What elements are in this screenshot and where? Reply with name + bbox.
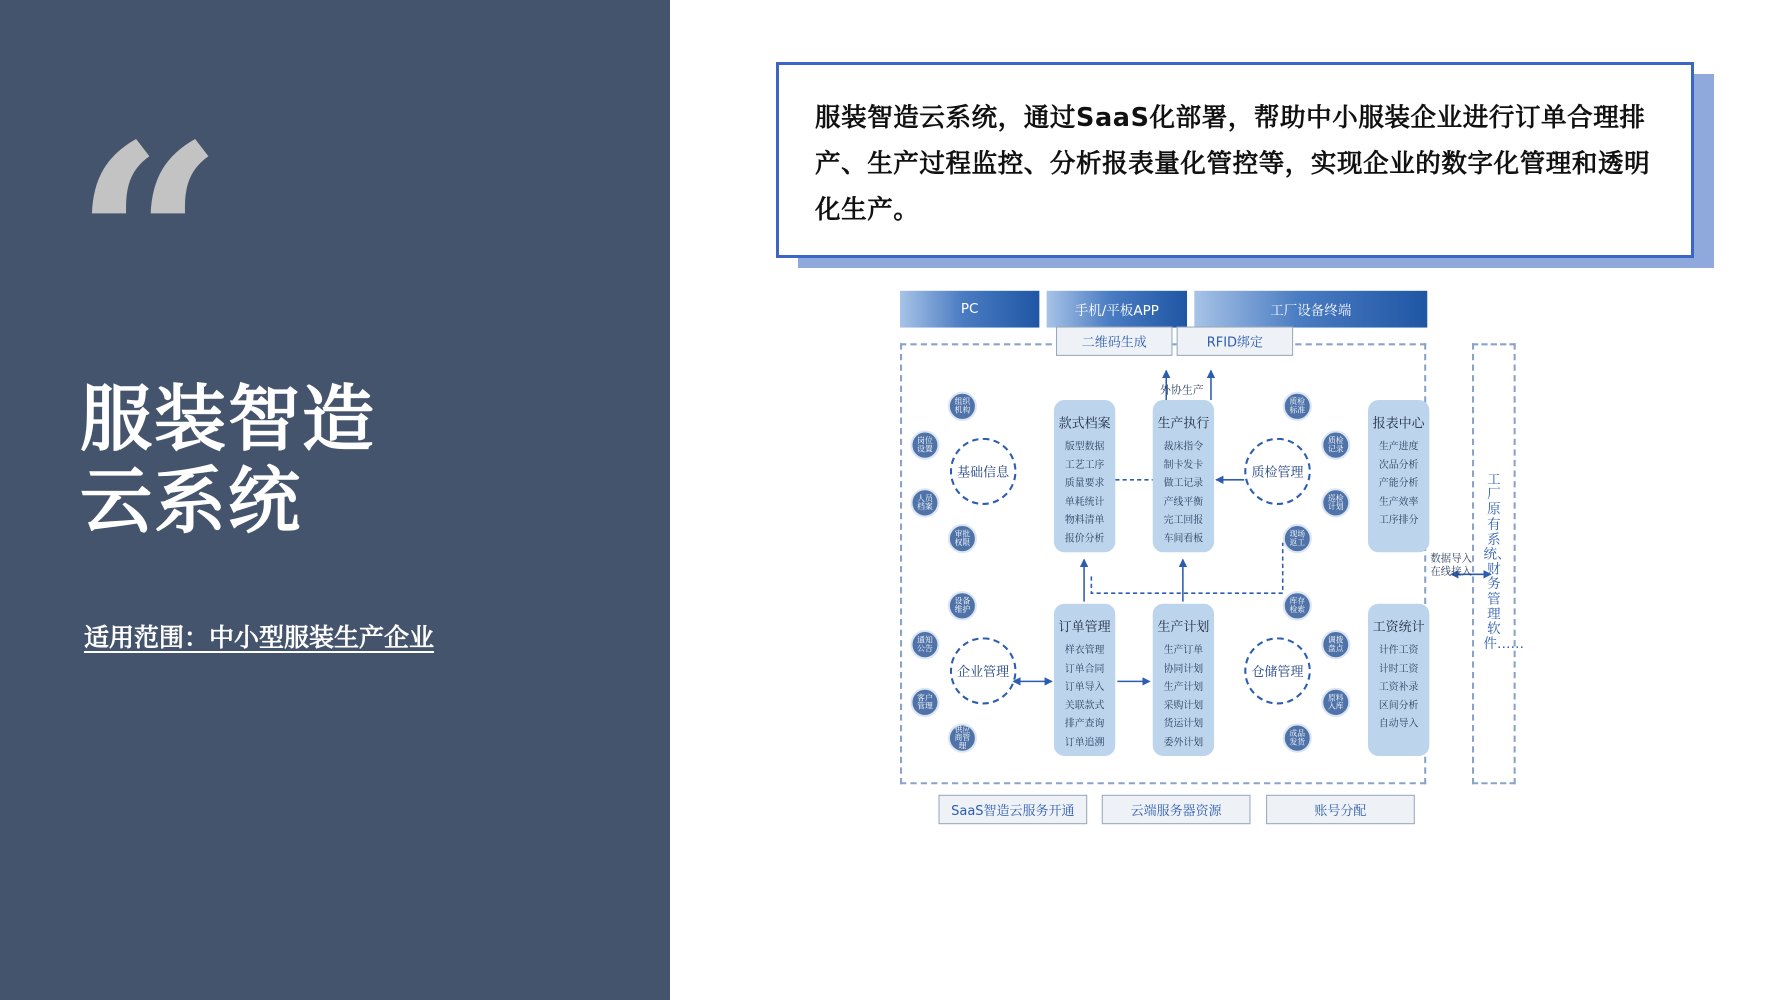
page-title (80, 378, 376, 542)
module-item: 质量要求 (1064, 477, 1105, 490)
rfid-box: RFID绑定 (1177, 327, 1293, 356)
module-item: 自动导入 (1378, 718, 1419, 730)
module-title: 工资统计 (1372, 618, 1425, 635)
module-item: 工资补录 (1378, 681, 1419, 693)
module-item: 产线平衡 (1163, 496, 1204, 508)
satellite-circle: 供应商管理 (948, 723, 977, 752)
data-import-label: 数据导入 在线接入 (1430, 553, 1472, 578)
module-wage-stats (1368, 604, 1429, 756)
module-item: 版型数据 (1064, 440, 1105, 453)
title-line-2: 云系统 (80, 459, 303, 543)
satellite-circle: 巡检计划 (1321, 488, 1350, 517)
satellite-circle: 成品发货 (1283, 723, 1312, 752)
module-item: 订单合同 (1064, 663, 1105, 675)
module-title: 款式档案 (1058, 414, 1111, 431)
module-item: 样衣管理 (1064, 644, 1105, 657)
module-production-exec (1153, 400, 1214, 552)
module-item: 生产效率 (1378, 496, 1419, 508)
satellite-circle: 原料入库 (1321, 688, 1350, 717)
module-item: 生产进度 (1378, 440, 1419, 453)
module-item: 区间分析 (1378, 699, 1419, 712)
module-production-plan (1153, 604, 1214, 756)
module-item: 货运计划 (1163, 718, 1204, 730)
module-item: 排产查询 (1064, 718, 1105, 730)
ring-quality: 质检管理 (1244, 438, 1311, 505)
module-item: 物料清单 (1064, 514, 1105, 526)
satellite-circle: 库存检索 (1283, 591, 1312, 620)
module-item: 做工记录 (1163, 477, 1204, 490)
module-item: 协同计划 (1163, 663, 1204, 675)
module-item: 计件工资 (1378, 644, 1419, 657)
module-report-center (1368, 400, 1429, 552)
module-style-archive (1054, 400, 1115, 552)
satellite-circle: 质检记录 (1321, 430, 1350, 459)
ring-storage: 仓储管理 (1244, 637, 1311, 704)
module-title: 生产执行 (1157, 414, 1210, 431)
satellite-circle: 设备维护 (948, 591, 977, 620)
module-title: 报表中心 (1372, 414, 1425, 431)
module-item: 完工回报 (1163, 514, 1204, 526)
description-text: 服装智造云系统，通过SaaS化部署，帮助中小服装企业进行订单合理排产、生产过程监控、分析报表量化管控等，实现企业的数字化管理和透明化生产。 (815, 103, 1651, 225)
module-item: 委外计划 (1163, 736, 1204, 749)
module-item: 采购计划 (1163, 699, 1204, 712)
module-title: 生产计划 (1157, 618, 1210, 635)
satellite-circle: 现场返工 (1283, 524, 1312, 553)
module-item: 报价分析 (1064, 532, 1105, 545)
outsource-label: 外协生产 (1160, 384, 1204, 397)
left-panel (0, 0, 670, 1000)
satellite-circle: 质检标准 (1283, 392, 1312, 421)
satellite-circle: 客户管理 (910, 688, 939, 717)
bottom-box-cloud-server: 云端服务器资源 (1102, 795, 1251, 824)
qrcode-box: 二维码生成 (1056, 327, 1172, 356)
satellite-circle: 调拨盘点 (1321, 630, 1350, 659)
module-item: 计时工资 (1378, 663, 1419, 675)
ring-basic-info: 基础信息 (950, 438, 1017, 505)
module-item: 裁床指令 (1163, 440, 1204, 453)
external-system-text: 工厂原有系统、财务管理软件…… (1483, 472, 1525, 653)
satellite-circle: 岗位设置 (910, 430, 939, 459)
header-factory-terminal: 工厂设备终端 (1194, 291, 1427, 328)
module-item: 工序排分 (1378, 514, 1419, 526)
quote-mark-icon: “ (74, 89, 210, 394)
module-item: 订单追溯 (1064, 736, 1105, 749)
satellite-circle: 通知公告 (910, 630, 939, 659)
module-title: 订单管理 (1058, 618, 1111, 635)
satellite-circle: 审批权限 (948, 524, 977, 553)
header-pc: PC (900, 291, 1039, 328)
module-item: 生产计划 (1163, 681, 1204, 693)
architecture-diagram (900, 295, 1545, 836)
module-item: 车间看板 (1163, 532, 1204, 545)
bottom-box-account: 账号分配 (1266, 795, 1415, 824)
module-item: 产能分析 (1378, 477, 1419, 490)
description-box (776, 62, 1694, 258)
module-item: 生产订单 (1163, 644, 1204, 657)
header-mobile-app: 手机/平板APP (1047, 291, 1187, 328)
satellite-circle: 人员档案 (910, 488, 939, 517)
module-item: 次品分析 (1378, 459, 1419, 471)
bottom-box-saas: SaaS智造云服务开通 (938, 795, 1087, 824)
module-item: 工艺工序 (1064, 459, 1105, 471)
module-item: 订单导入 (1064, 681, 1105, 693)
module-item: 制卡发卡 (1163, 459, 1204, 471)
scope-text: 适用范围：中小型服装生产企业 (84, 623, 435, 652)
module-item: 单耗统计 (1064, 496, 1105, 508)
module-order-mgmt (1054, 604, 1115, 756)
satellite-circle: 组织机构 (948, 392, 977, 421)
ring-enterprise: 企业管理 (950, 637, 1017, 704)
title-line-1: 服装智造 (80, 377, 377, 461)
module-item: 关联款式 (1064, 699, 1105, 712)
